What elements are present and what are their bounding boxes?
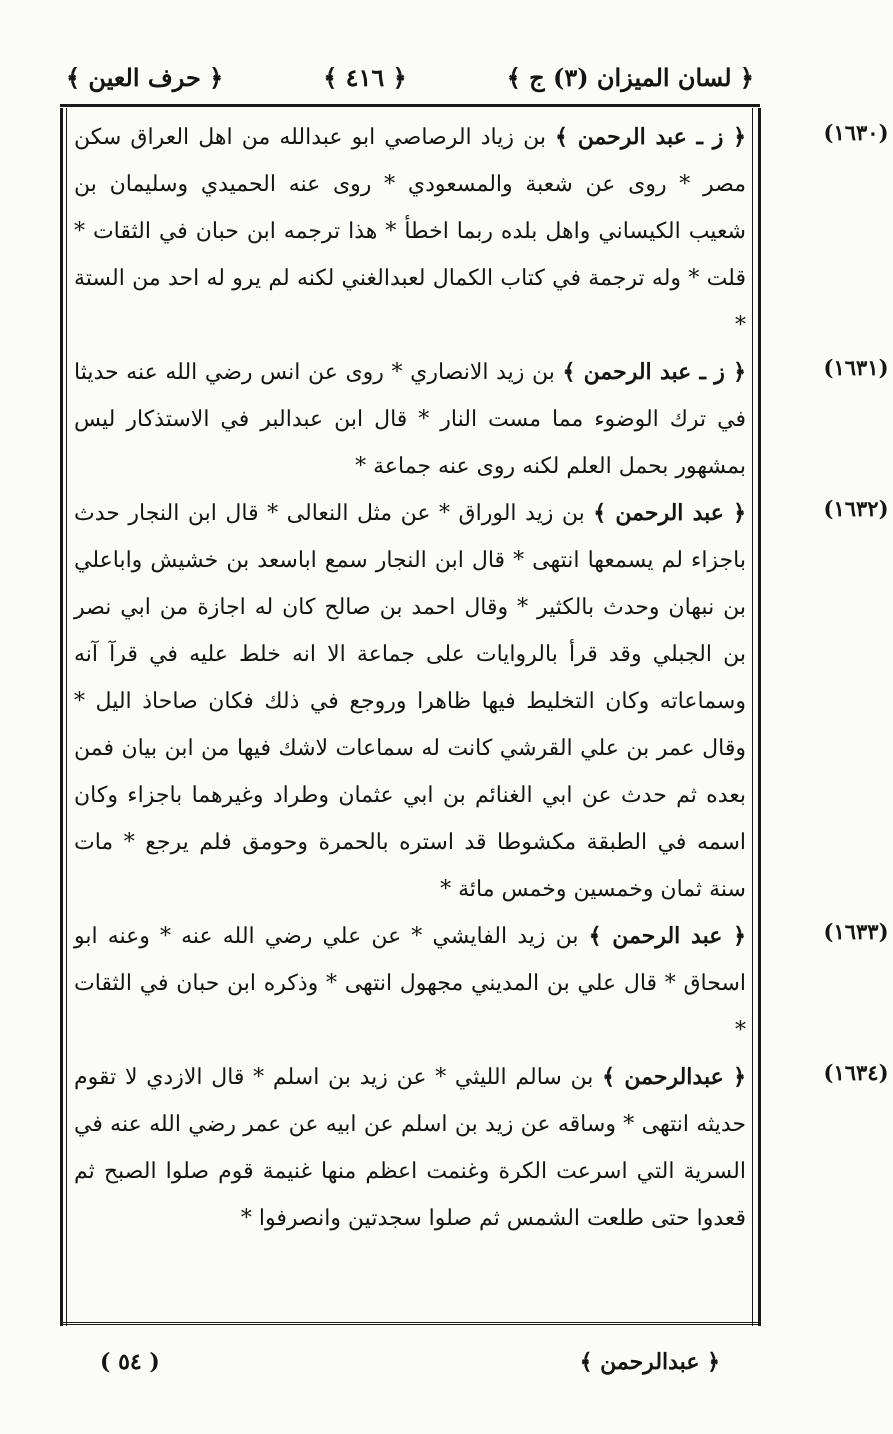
frame-right-inner-rule [752,108,753,1326]
entry-1631 [74,349,889,490]
book-title: ﴿ لسان الميزان (٣) ج ﴾ [506,62,754,92]
entry-name: ﴿ ز ـ عبد الرحمن ﴾ [562,359,747,385]
frame-left-inner-rule [66,108,67,1326]
entry-1633 [74,913,889,1054]
entry-text: بن سالم الليثي * عن زيد بن اسلم * قال الازدي لا تقوم حديثه انتهى * وساقه عن زيد بن اسلم عن ابيه عن عمر رضي الله عنه في السرية التي اسرعت الكرة وغنمت اعظم منها غنيمة قوم صلوا الصبح ثم قعدوا حتى طلعت الشمس ثم صلوا سجدتين وانصرفوا * [74,1065,746,1231]
entry-text: بن زيد الانصاري * روى عن انس رضي الله عنه حديثا في ترك الوضوء مما مست النار * قال ابن عبدالبر في الاستذكار ليس بمشهور بحمل العلم لكنه روى عنه جماعة * [74,360,746,479]
entry-1630 [74,114,889,349]
chapter-title: ﴿ حرف العين ﴾ [66,62,224,92]
entry-text-block [74,1054,746,1242]
entry-1632 [74,490,889,913]
entry-name: ﴿ عبد الرحمن ﴾ [593,500,746,526]
footer-rule [60,1322,760,1325]
frame-left-rule [60,108,63,1326]
entry-number: (١٦٣٣) [823,919,889,944]
entry-number: (١٦٣١) [823,355,889,380]
entry-1634 [74,1054,889,1242]
entry-number: (١٦٣٤) [823,1060,889,1085]
entry-number: (١٦٣٢) [823,496,889,521]
page-number: ﴿ ٤١٦ ﴾ [323,62,407,92]
entry-text: بن زيد الفايشي * عن علي رضي الله عنه * وعنه ابو اسحاق * قال علي بن المديني مجهول انتهى * وذكره ابن حبان في الثقات * [74,924,747,1043]
entry-text-block [74,114,746,349]
header-rule [60,104,760,107]
entry-text: بن زيد الوراق * عن مثل النعالى * قال ابن النجار حدث باجزاء لم يسمعها انتهى * قال ابن النجار سمع اباسعد بن خشيش واباعلي بن نبهان وحدث بالكثير * وقال احمد بن صالح كان له اجازة من ابي نصر بن الجبلي وقد قرأ بالروايات على جماعة الا انه خلط عليه في قرآ آنه وسماعاته وكان التخليط فيها ظاهرا وروجع في ذلك فكان صاحاذ اليل * وقال عمر بن علي القرشي كانت له سماعات لاشك فيها من ابن بيان فمن بعده ثم حدث عن ابي الغنائم بن ابي عثمان وطراد وغيرهما باجزاء وكان اسمه في الطبقة مكشوطا قد استره بالحمرة وحومق فلم يرجع * مات سنة ثمان وخمسين وخمس مائة * [74,501,746,902]
entry-text: بن زياد الرصاصي ابو عبدالله من اهل العراق سكن مصر * روى عن شعبة والمسعودي * روى عنه الحميدي وسليمان بن شعيب الكيساني واهل بلده ربما اخطأ * هذا ترجمه ابن حبان في الثقات * قلت * وله ترجمة في كتاب الكمال لعبدالغني لكنه لم يرو له احد من الستة * [74,125,746,338]
entry-number: (١٦٣٠) [823,120,889,145]
page-header [66,52,754,102]
page-body [74,114,889,1314]
catchword: ﴿ عبدالرحمن ﴾ [579,1349,720,1375]
page-footer [100,1340,720,1384]
entry-text-block [74,913,746,1054]
entry-text-block [74,490,746,913]
sheet-number: ( ٥٤ ) [100,1349,160,1375]
entry-name: ﴿ عبد الرحمن ﴾ [588,923,747,949]
entry-name: ﴿ عبدالرحمن ﴾ [602,1064,746,1090]
entry-name: ﴿ ز ـ عبد الرحمن ﴾ [555,124,746,150]
entry-text-block [74,349,746,490]
frame-right-rule [758,108,761,1326]
